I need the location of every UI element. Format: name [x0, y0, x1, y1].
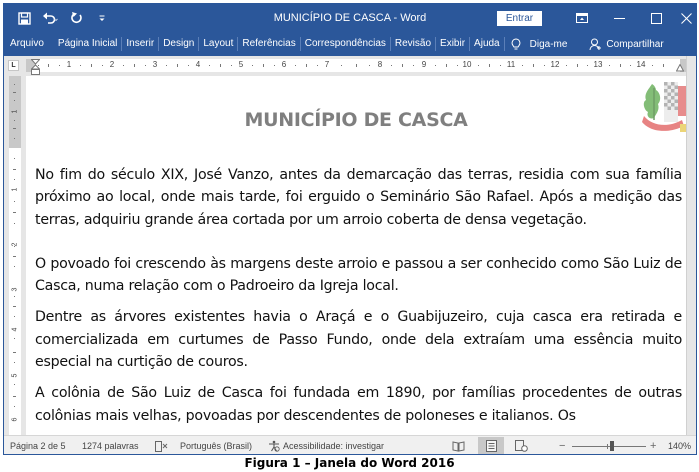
ruler-dot [457, 65, 458, 66]
ribbon-tabs [4, 32, 696, 56]
ruler-number: 5 [238, 60, 244, 69]
word-window [3, 3, 697, 455]
horizontal-ruler[interactable] [26, 59, 694, 72]
ruler-dot [231, 65, 232, 66]
document-heading: MUNICÍPIO DE CASCA [244, 109, 468, 131]
ruler-number: 6 [281, 60, 287, 69]
window-title-text: MUNICÍPIO DE CASCA - Word [273, 12, 427, 24]
ruler-tick [13, 92, 16, 93]
close-icon [681, 13, 692, 24]
ruler-tick [356, 64, 357, 67]
ruler-dot [59, 65, 60, 66]
ruler-tick [91, 64, 92, 67]
read-mode-icon [452, 441, 465, 452]
ruler-dot [14, 179, 15, 180]
page-count-text: Página 2 de 5 [10, 441, 66, 451]
ruler-number: 10 [462, 60, 472, 69]
web-layout-icon [515, 440, 528, 452]
ruler-tick [13, 306, 16, 307]
ruler-tick [663, 64, 664, 67]
ruler-tick [13, 128, 16, 129]
ruler-number: 3 [152, 60, 158, 69]
maximize-icon [651, 13, 662, 24]
ruler-dot [478, 65, 479, 66]
ruler-number: 1 [66, 60, 72, 69]
ruler-dot [14, 406, 15, 407]
ruler-tick [13, 256, 16, 257]
ruler-tick [263, 64, 264, 67]
ruler-dot [14, 201, 15, 202]
save-icon[interactable] [16, 10, 32, 26]
document-paragraph: Dentre as árvores existentes havia o Araçá e o Guabijuzeiro, cuja casca era retirada e comercializada em curtumes de Passo Fundo, onde dela extraíam uma essência muito especial na curtição de couros. [35, 309, 682, 371]
tell-me-label: Diga-me [529, 38, 568, 50]
ruler-number: 2 [11, 242, 19, 247]
ruler-number: 3 [11, 287, 19, 292]
ruler-dot [188, 65, 189, 66]
document-paragraph: A colônia de São Luiz de Casca foi fundada em 1890, por famílias procedentes de outras colônias mais velhas, povoadas por descendentes de poloneses e italianos. Os [35, 385, 682, 424]
top-margin-area [9, 76, 21, 148]
redo-icon[interactable] [68, 10, 84, 26]
share-person-icon [589, 38, 602, 51]
ruler-dot [14, 84, 15, 85]
tab-design[interactable]: Design [163, 38, 195, 49]
ribbon-display-options-button[interactable] [564, 4, 600, 32]
ruler-tick [220, 64, 221, 67]
ruler-dot [14, 100, 15, 101]
word-count-text: 1274 palavras [82, 441, 139, 451]
print-layout-icon [486, 440, 497, 452]
close-button[interactable] [668, 4, 697, 32]
web-layout-button[interactable] [508, 437, 534, 455]
ruler-row [4, 56, 696, 74]
ruler-tick [402, 64, 403, 67]
ruler-dot [102, 65, 103, 66]
ruler-dot [413, 65, 414, 66]
right-indent-marker-icon[interactable] [676, 64, 684, 72]
ruler-number: 4 [11, 327, 19, 332]
minimize-button[interactable] [601, 4, 637, 32]
ruler-dot [14, 138, 15, 139]
document-canvas[interactable] [26, 76, 686, 435]
tab-ajuda[interactable]: Ajuda [474, 38, 500, 49]
accessibility-icon [268, 440, 280, 452]
ruler-dot [566, 65, 567, 66]
ruler-tick [306, 64, 307, 67]
ruler-dot [166, 65, 167, 66]
tab-pagina-inicial[interactable]: Página Inicial [57, 38, 118, 49]
ruler-number: 11 [506, 60, 516, 69]
ruler-dot [500, 65, 501, 66]
tab-arquivo[interactable]: Arquivo [10, 38, 44, 49]
ruler-tick [13, 352, 16, 353]
ruler-number: 5 [11, 373, 19, 378]
status-bar [4, 435, 696, 455]
proofing-button[interactable] [155, 436, 168, 455]
zoom-center-mark [607, 444, 608, 449]
page-count[interactable] [10, 436, 66, 455]
ruler-tick [13, 212, 16, 213]
document-paragraph: O povoado foi crescendo às margens deste arroio e passou a ser conhecido como São Luiz de Casca, numa relação com o Padroeiro da Igreja local. [35, 255, 682, 295]
ruler-number: 2 [109, 60, 115, 69]
ruler-dot [544, 65, 545, 66]
ruler-tick [577, 64, 578, 67]
tab-selector-button[interactable]: L [8, 60, 19, 71]
indent-marker-icon[interactable] [31, 59, 40, 75]
ruler-dot [609, 65, 610, 66]
ruler-dot [38, 65, 39, 66]
document-body [35, 164, 682, 435]
zoom-track[interactable] [572, 446, 646, 447]
ruler-dot [630, 65, 631, 66]
minimize-icon [614, 13, 625, 24]
ruler-dot [14, 384, 15, 385]
ruler-dot [14, 223, 15, 224]
accessibility-text: Acessibilidade: investigar [283, 441, 385, 451]
ruler-dot [14, 158, 15, 159]
ruler-tick [177, 64, 178, 67]
word-count[interactable] [82, 436, 139, 455]
read-mode-button[interactable] [445, 437, 471, 455]
lightbulb-icon [511, 38, 521, 51]
ruler-tick [533, 64, 534, 67]
ruler-number: 9 [421, 60, 427, 69]
ruler-dot [435, 65, 436, 66]
ruler-number: 8 [377, 60, 383, 69]
print-layout-button[interactable] [478, 437, 504, 455]
ruler-dot [341, 65, 342, 66]
language-text: Português (Brasil) [180, 441, 253, 451]
figure-caption: Figura 1 – Janela do Word 2016 [244, 456, 455, 470]
ruler-number: 6 [11, 417, 19, 422]
share-button[interactable] [589, 32, 663, 56]
ruler-dot [14, 316, 15, 317]
ruler-dot [80, 65, 81, 66]
ruler-dot [252, 65, 253, 66]
ruler-number: 7 [324, 60, 330, 69]
ruler-tick [13, 169, 16, 170]
zoom-in-button[interactable]: + [650, 440, 657, 452]
tab-referencias[interactable]: Referências [242, 38, 296, 49]
ribbon-display-icon [576, 13, 588, 23]
ruler-dot [14, 120, 15, 121]
zoom-out-button[interactable]: − [559, 440, 566, 452]
tab-divider [504, 37, 505, 51]
title-bar [4, 4, 696, 32]
ruler-dot [317, 65, 318, 66]
ruler-tick [48, 64, 49, 67]
ruler-dot [14, 338, 15, 339]
vertical-scrollbar[interactable] [686, 56, 696, 435]
ruler-dot [14, 296, 15, 297]
ruler-dot [145, 65, 146, 66]
tab-correspondencias[interactable]: Correspondências [304, 38, 386, 49]
ruler-dot [652, 65, 653, 66]
zoom-level-text: 140% [668, 441, 692, 451]
ruler-number: 1 [11, 109, 19, 114]
ruler-tick [13, 396, 16, 397]
ruler-tick [446, 64, 447, 67]
vertical-ruler[interactable] [9, 76, 21, 436]
share-label: Compartilhar [606, 38, 664, 50]
undo-icon[interactable] [42, 10, 58, 26]
tab-exibir[interactable]: Exibir [440, 38, 466, 49]
ruler-dot [14, 266, 15, 267]
ruler-number: 13 [593, 60, 603, 69]
ruler-number: 12 [550, 60, 560, 69]
ruler-dot [391, 65, 392, 66]
ruler-dot [14, 362, 15, 363]
ruler-dot [369, 65, 370, 66]
tab-revisao[interactable]: Revisão [394, 38, 432, 49]
ruler-dot [209, 65, 210, 66]
quick-access-toolbar [16, 4, 110, 32]
ruler-dot [522, 65, 523, 66]
ruler-number: 4 [195, 60, 201, 69]
accessibility-button[interactable] [268, 436, 384, 455]
ruler-number: 14 [636, 60, 646, 69]
ruler-dot [295, 65, 296, 66]
tab-layout[interactable]: Layout [203, 38, 234, 49]
document-page[interactable] [26, 76, 686, 435]
zoom-slider[interactable] [559, 436, 659, 455]
ruler-tick [134, 64, 135, 67]
customize-toolbar-icon[interactable] [94, 10, 110, 26]
ruler-tick [489, 64, 490, 67]
sign-in-button[interactable]: Entrar [497, 11, 542, 26]
proofing-book-icon [155, 441, 168, 452]
tell-me-box[interactable] [511, 32, 568, 56]
ruler-dot [587, 65, 588, 66]
ruler-dot [274, 65, 275, 66]
zoom-level-button[interactable] [668, 436, 691, 455]
ruler-dot [14, 246, 15, 247]
language-button[interactable] [180, 436, 252, 455]
document-paragraph: No fim do século XIX, José Vanzo, antes da demarcação das terras, residia com sua família próximo ao local, onde mais tarde, foi erguido o Seminário São Rafael. Após a medição das terras, adquiriu grande área cortada por um arroio coberta de densa vegetação. [35, 167, 682, 228]
zoom-thumb[interactable] [610, 441, 614, 451]
tab-inserir[interactable]: Inserir [126, 38, 155, 49]
ruler-number: 1 [11, 187, 19, 192]
ruler-dot [123, 65, 124, 66]
ruler-tick [620, 64, 621, 67]
